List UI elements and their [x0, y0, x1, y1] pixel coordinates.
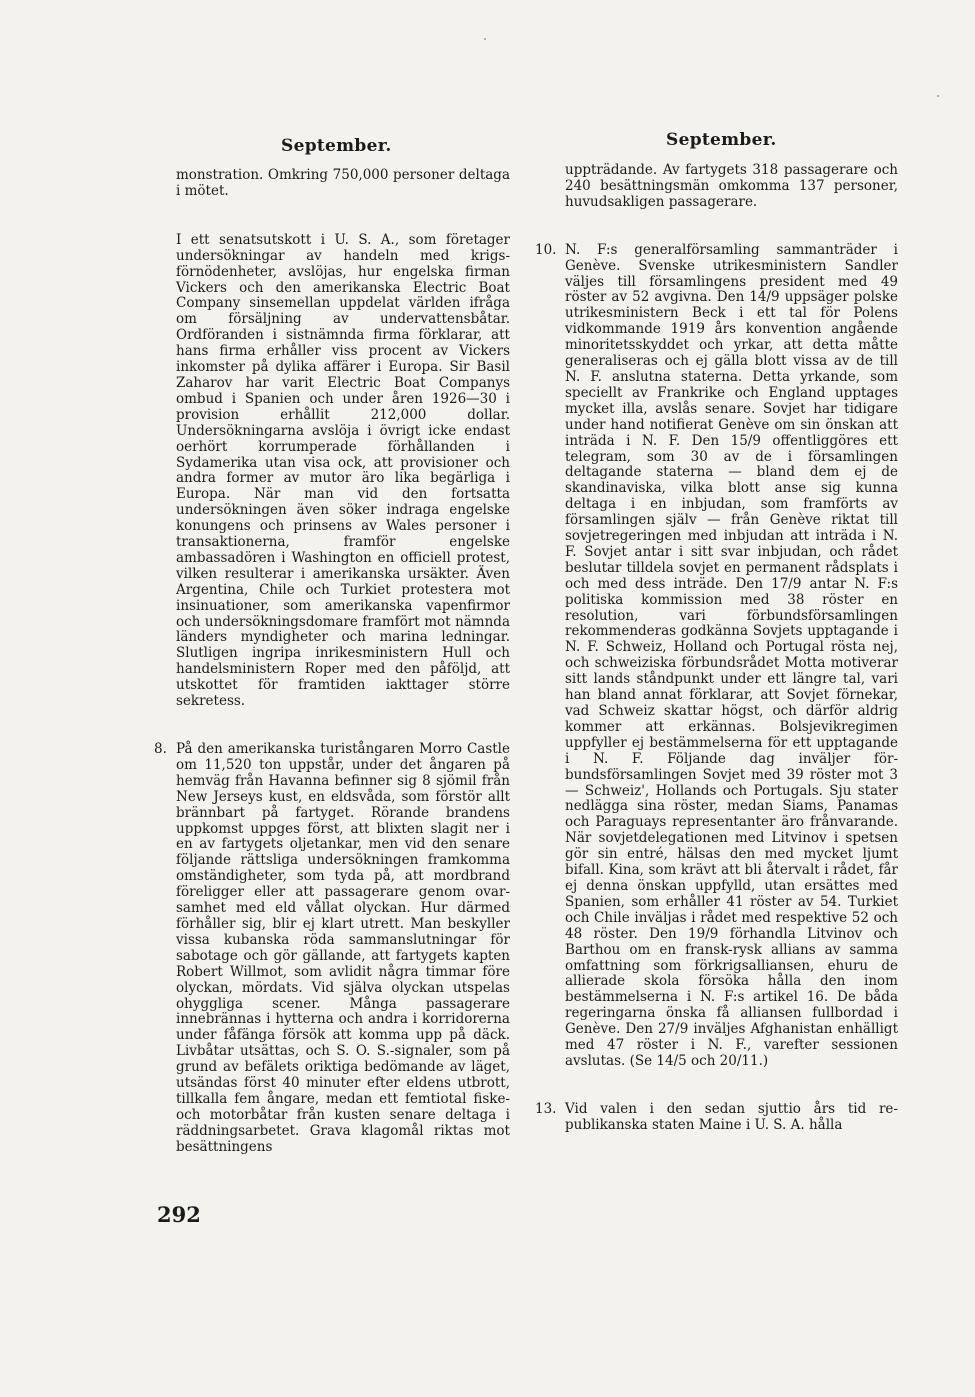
entry-8 [154, 741, 510, 1156]
left-column [154, 167, 510, 1156]
right-column [535, 162, 898, 1134]
print-speck [937, 95, 939, 97]
left-page-header: September. [281, 136, 392, 156]
right-page-header: September. [666, 130, 777, 150]
entry-text: Vid valen i den sedan sjuttio års tid republikanska staten Maine i U. S. A. hålla [565, 1100, 898, 1133]
entry-date: 13. [535, 1100, 557, 1117]
entry-text: På den amerikanska turistångaren Morro Castle om 11,520 ton uppstår, under det ångaren på hemväg från Havanna befinner sig 8 sjömil från New Jerseys kust, en eldsvåda, som förstör allt brännbart på fartyget. Rörande brandens uppkomst uppges först, att blixten slagit ner i en av fartygets oljetankar, men vid den senare följande rättsliga undersökningen framkomma omständigheter, som tyda på, att mordbrand föreligger eller att passagerare genom ovarsamhet med eld vållat olyckan. Hur därmed förhåller sig, blir ej klart utrett. Man beskyller vissa kubanska röda sammanslutningar för sabotage och gör gällande, att fartygets kapten Robert Willmot, som avlidit några timmar före olyckan, mördats. Vid själva olyckan utspelas ohyggliga scener. Många passagerare innebrännas i hytterna och andra i korridorerna under fåfänga försök att komma upp på däck. Livbåtar utsättas, och S. O. S.-signaler, som på grund av befälets oriktiga bedömande av läget, utsändas först 40 minuter efter eldens utbrott, tillkalla fem ångare, medan ett femtiotal fiske- och motorbåtar från kusten senare deltaga i räddningsarbetet. Grava klagomål riktas mot besättningens [176, 741, 510, 1155]
entry-paragraph: I ett senatsutskott i U. S. A., som företager undersökningar av handeln med krigsförnödenheter, avslöjas, hur engelska firman Vickers och den amerikanska Electric Boat Company sinsemellan uppdelat världen ifråga om försäljning av undervattensbåtar. Ordföranden i sistnämnda firma förklarar, att hans firma erhåller viss procent av Vickers inkomster på dylika affärer i Europa. Sir Basil Zaharov har varit Electric Boat Companys ombud i Spanien och under åren 1926—30 i provision erhållit 212,000 dollar. Undersökningarna avslöja i övrigt icke endast oerhört korrumperade förhållanden i Sydamerika utan visa ock, att provisioner och andra former av mutor äro lika begärliga i Europa. När man vid den fortsatta undersökningen även söker indraga engelske konungens och prinsens av Wales personer i transaktionerna, framför engelske ambassadören i Washington en officiell protest, vilken resulterar i amerikanska ursäkter. Även Argentina, Chile och Turkiet protestera mot insinuationer, som amerikanska vapenfirmor och undersökningsdomare framfört mot nämnda länders myndigheter och marina ledningar. Slutligen ingripa inrikesministern Hull och handelsministern Roper med den påföljd, att utskottet för framtiden iakttager större sekretess. [176, 231, 510, 710]
entry-date: 8. [154, 741, 167, 757]
continuation-paragraph: monstration. Omkring 750,000 personer deltaga i mötet. [176, 167, 510, 199]
entry-text: N. F:s generalförsamling sammanträder i Genève. Svenske utrikesministern Sandler väljes till församlingens president med 49 röster av 52 avgivna. Den 14/9 uppsäger polske utrikesministern Beck i ett tal för Polens vidkommande 1919 års konvention angående minoritetsskyddet och yrkar, att detta måtte generaliseras och ej gälla blott vissa av de till N. F. anslutna staterna. Detta yrkande, som speciellt av Frankrike och England upptages mycket illa, avslås senare. Sovjet har tidigare under hand notifierat Genève om sin önskan att inträda i N. F. Den 15/9 offentliggöres ett telegram, som 30 av de i församlingen deltagande staterna — bland dem ej de skandinaviska, vilka blott anse sig kunna deltaga i en inbjudan, som framförts av församlingen själv — från Genève riktat till sovjetregeringen med inbjudan att inträda i N. F. Sovjet antar i sitt svar inbjudan, och rådet beslutar tilldela sovjet en permanent rådsplats i och med dess inträde. Den 17/9 antar N. F:s politiska kommission med 38 röster en resolution, vari förbundsförsamlingen rekommenderas godkänna Sovjets upptagande i N. F. Schweiz, Holland och Portugal rösta nej, och schweiziska förbundsrådet Motta motiverar sitt lands ståndpunkt under ett längre tal, vari han bland annat förklarar, att Sovjet förnekar, vad Schweiz skattar högst, och därför aldrig kommer att erkännas. Bolsjevikregimen uppfyller ej bestämmelserna för ett upptagande i N. F. Följande dag inväljer förbundsförsamlingen Sovjet med 39 röster mot 3 — Schweiz', Hollands och Portugals. Sju stater nedlägga sina röster, medan Siams, Panamas och Paraguays representanter äro frånvarande. När sovjetdelegationen med Litvinov i spetsen gör sin entré, hälsas den med mycket ljumt bifall. Kina, som krävt att bli återvalt i rådet, får ej denna önskan uppfylld, utan ersättes med Spanien, som erhåller 41 röster av 54. Turkiet och Chile inväljas i rådet med respektive 52 och 48 röster. Den 19/9 förhandla Litvinov och Barthou om en fransk-rysk allians av samma omfattning som förkrigsalliansen, ehuru de allierade skola försöka hålla den inom bestämmelserna i N. F:s artikel 16. De båda regeringarna önska få alliansen fullbordad i Genève. Den 27/9 inväljes Afghanistan enhälligt med 47 röster i N. F., varefter sessionen avslutas. (Se 14/5 och 20/11.) [565, 241, 898, 1069]
print-speck [484, 38, 486, 40]
entry-date: 10. [535, 241, 557, 258]
entry-13 [535, 1100, 898, 1134]
continuation-paragraph: uppträdande. Av fartygets 318 passagerare och 240 besättningsmän omkomma 137 personer, huvudsakligen passagerare. [565, 162, 898, 210]
page-number: 292 [157, 1202, 201, 1227]
entry-10 [535, 241, 898, 1070]
